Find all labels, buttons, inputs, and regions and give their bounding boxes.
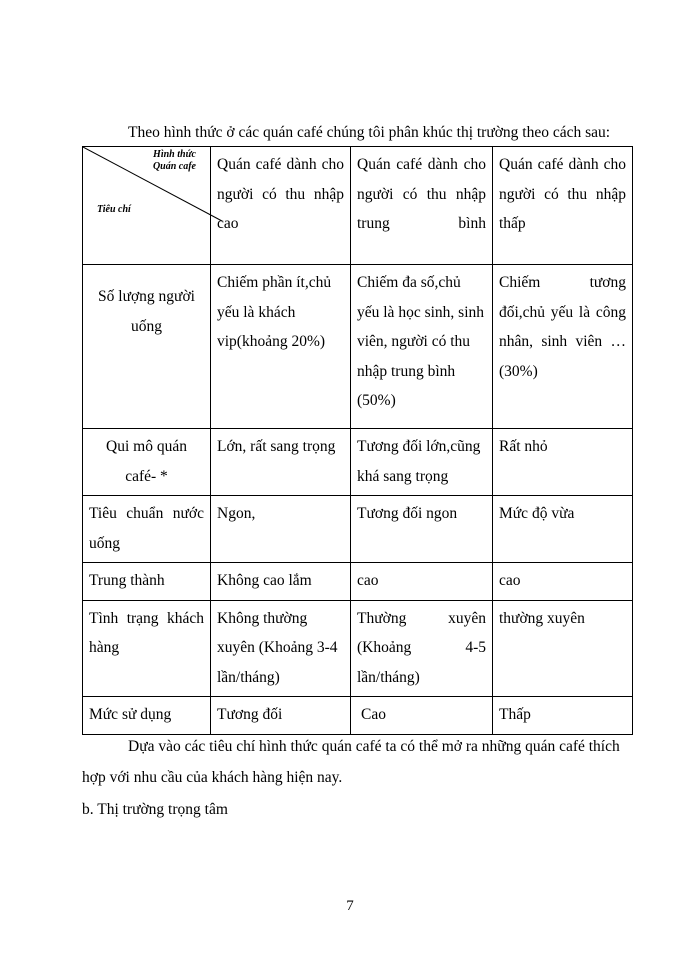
row-label: Mức sử dụng [83, 697, 211, 735]
header-low-income: Quán café dành cho người có thu nhập thấp [493, 147, 633, 265]
table-cell: Thường xuyên (Khoảng 4-5 lần/tháng) [351, 600, 493, 697]
table-row [83, 265, 633, 429]
table-cell: Lớn, rất sang trọng [211, 429, 351, 496]
table-cell: Chiếm tương đối,chủ yếu là công nhân, sinh viên … (30%) [493, 265, 633, 429]
table-cell: cao [351, 563, 493, 601]
table-cell: Ngon, [211, 496, 351, 563]
row-label: Tình trạng khách hàng [83, 600, 211, 697]
corner-top-label: Hình thức Quán cafe [152, 149, 196, 172]
row-label: Số lượng người uống [83, 265, 211, 429]
intro-text: Theo hình thức ở các quán café chúng tôi phân khúc thị trường theo cách sau: [128, 124, 611, 141]
paragraph-1-line-1: Dựa vào các tiêu chí hình thức quán café ta có thể mở ra những quán café thích [128, 738, 620, 755]
table-row [83, 697, 633, 735]
table-cell: Chiếm phần ít,chủ yếu là khách vip(khoảng 20%) [211, 265, 351, 429]
table-row [83, 600, 633, 697]
segmentation-table [82, 146, 633, 735]
table-cell: Chiếm đa số,chủ yếu là học sinh, sinh viên, người có thu nhập trung bình (50%) [351, 265, 493, 429]
paragraph-1-line-2: hợp với nhu cầu của khách hàng hiện nay. [82, 769, 343, 786]
row-label: Trung thành [83, 563, 211, 601]
row-label: Qui mô quán café- * [83, 429, 211, 496]
table-row [83, 563, 633, 601]
table-cell: Thấp [493, 697, 633, 735]
table-cell: cao [493, 563, 633, 601]
table-cell: Không thường xuyên (Khoảng 3-4 lần/tháng) [211, 600, 351, 697]
header-mid-income: Quán café dành cho người có thu nhập trung bình [351, 147, 493, 265]
table-row [83, 429, 633, 496]
table-header-row [83, 147, 633, 265]
table-cell: Tương đối ngon [351, 496, 493, 563]
row-label: Tiêu chuẩn nước uống [83, 496, 211, 563]
header-high-income: Quán café dành cho người có thu nhập cao [211, 147, 351, 265]
corner-bottom-label: Tiêu chí [97, 204, 131, 215]
table-cell: Mức độ vừa [493, 496, 633, 563]
table-cell: thường xuyên [493, 600, 633, 697]
table-cell: Tương đối [211, 697, 351, 735]
table-cell: Rất nhỏ [493, 429, 633, 496]
section-heading-b: b. Thị trường trọng tâm [82, 801, 228, 818]
table-cell: Không cao lắm [211, 563, 351, 601]
table-cell: Tương đối lớn,cũng khá sang trọng [351, 429, 493, 496]
page-number: 7 [346, 898, 354, 914]
table-row [83, 496, 633, 563]
table-cell: Cao [351, 697, 493, 735]
corner-cell [83, 147, 211, 265]
